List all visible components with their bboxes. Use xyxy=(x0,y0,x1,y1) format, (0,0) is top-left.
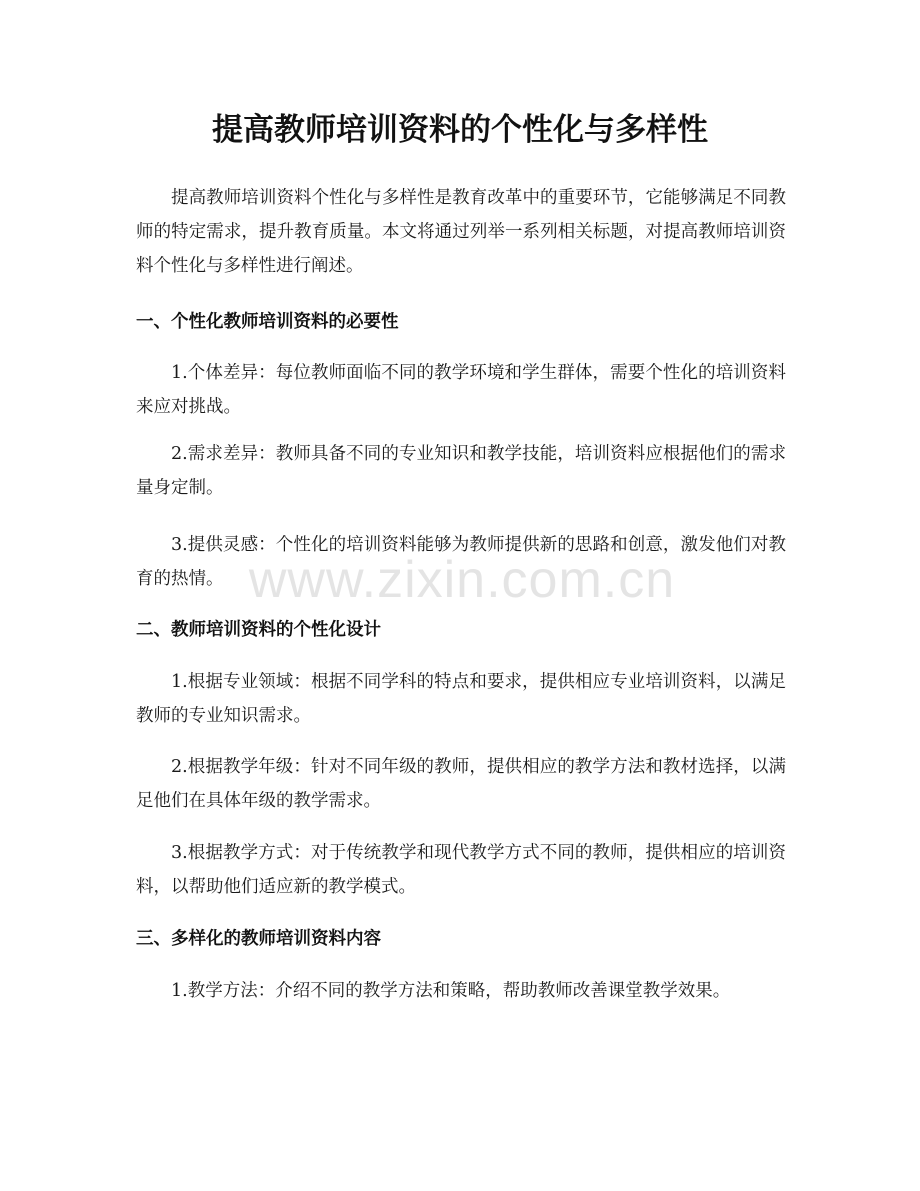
document-title: 提高教师培训资料的个性化与多样性 xyxy=(212,112,708,148)
section-2-item-1: 1.根据专业领域：根据不同学科的特点和要求，提供相应专业培训资料，以满足教师的专业知识需求。 xyxy=(136,672,786,726)
section-1-item-3: 3.提供灵感：个性化的培训资料能够为教师提供新的思路和创意，激发他们对教育的热情。 xyxy=(136,535,786,589)
section-heading-2: 二、教师培训资料的个性化设计 xyxy=(136,620,381,640)
section-2-item-2: 2.根据教学年级：针对不同年级的教师，提供相应的教学方法和教材选择，以满足他们在具体年级的教学需求。 xyxy=(136,757,786,811)
section-1-item-2: 2.需求差异：教师具备不同的专业知识和教学技能，培训资料应根据他们的需求量身定制。 xyxy=(136,444,786,498)
section-1-item-1: 1.个体差异：每位教师面临不同的教学环境和学生群体，需要个性化的培训资料来应对挑战。 xyxy=(136,363,786,417)
section-3-item-1: 1.教学方法：介绍不同的教学方法和策略，帮助教师改善课堂教学效果。 xyxy=(171,981,731,1001)
section-2-item-3: 3.根据教学方式：对于传统教学和现代教学方式不同的教师，提供相应的培训资料，以帮助他们适应新的教学模式。 xyxy=(136,843,786,897)
section-heading-3: 三、多样化的教师培训资料内容 xyxy=(136,929,381,949)
section-heading-1: 一、个性化教师培训资料的必要性 xyxy=(136,312,399,332)
intro-paragraph: 提高教师培训资料个性化与多样性是教育改革中的重要环节，它能够满足不同教师的特定需求，提升教育质量。本文将通过列举一系列相关标题，对提高教师培训资料个性化与多样性进行阐述。 xyxy=(136,188,786,276)
watermark-text: www.zixin.com.cn xyxy=(248,551,676,609)
